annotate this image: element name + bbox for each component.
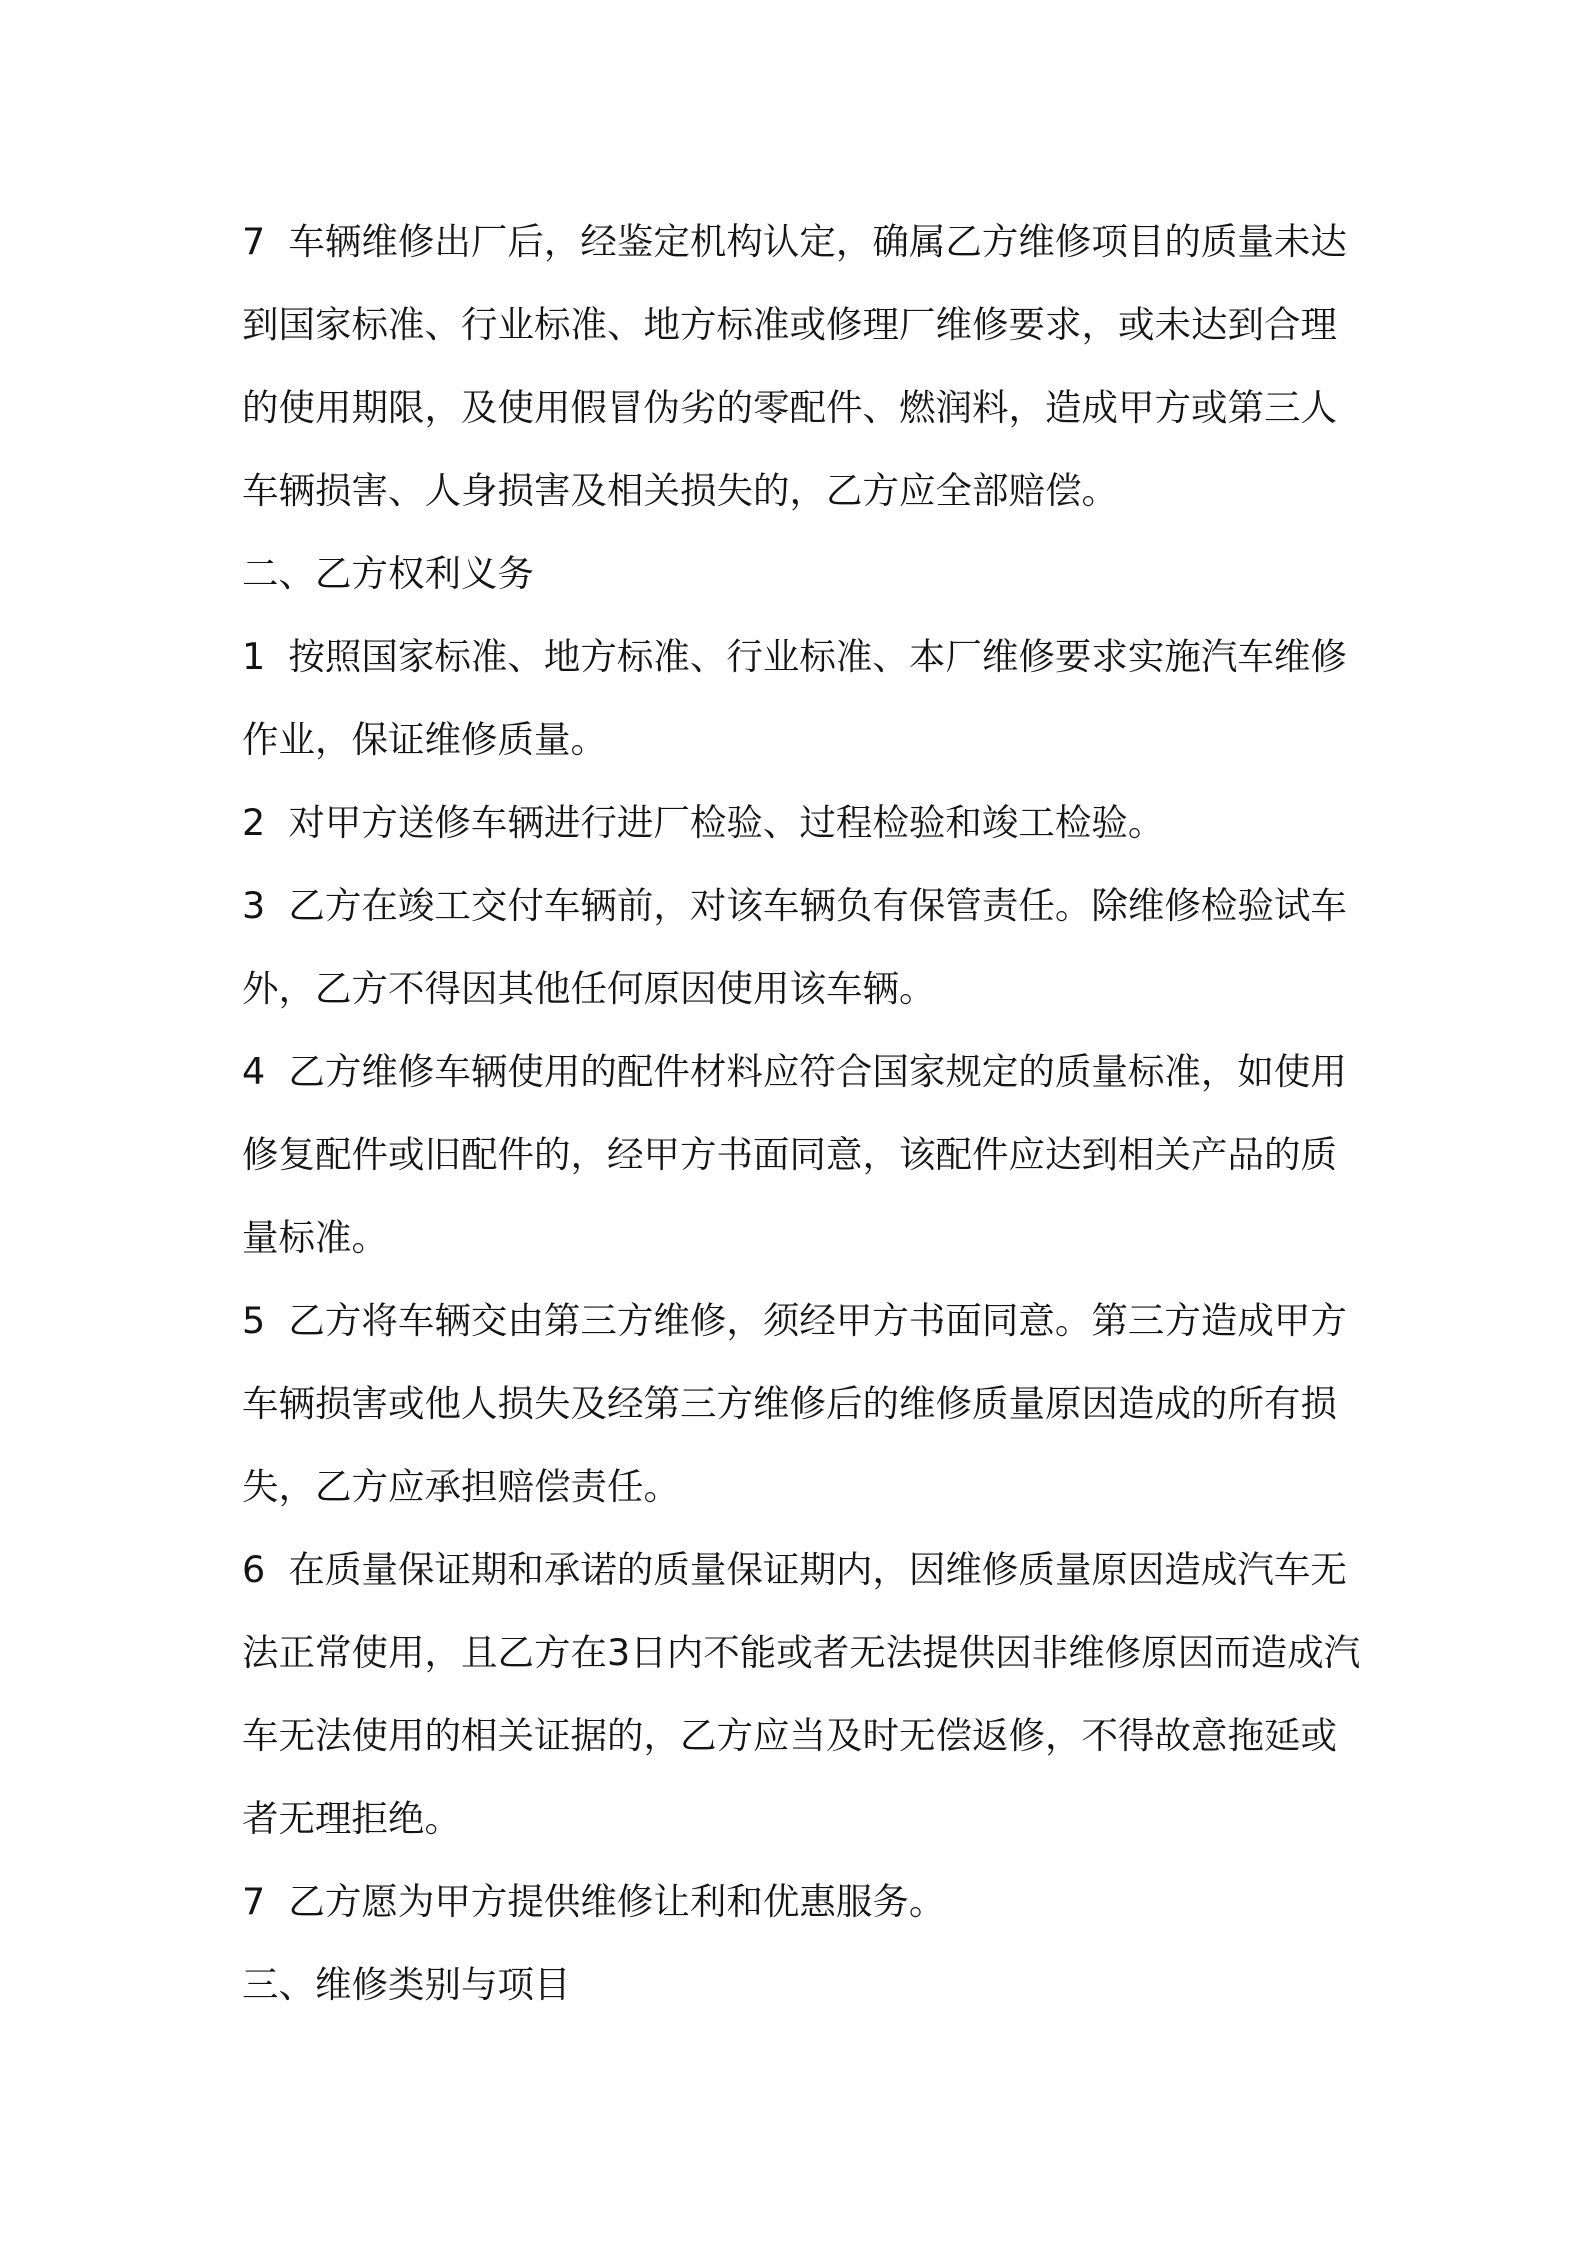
clause-4-parts-quality: 4 乙方维修车辆使用的配件材料应符合国家规定的质量标准，如使用修复配件或旧配件的，经甲方书面同意，该配件应达到相关产品的质量标准。 <box>242 1050 1347 1259</box>
clause-7-discount-service: 7 乙方愿为甲方提供维修让利和优惠服务。 <box>242 1880 946 1923</box>
clause-5-third-party: 5 乙方将车辆交由第三方维修，须经甲方书面同意。第三方造成甲方车辆损害或他人损失及经第三方维修后的维修质量原因造成的所有损失，乙方应承担赔偿责任。 <box>242 1299 1347 1508</box>
clause-6-warranty-repair: 6 在质量保证期和承诺的质量保证期内，因维修质量原因造成汽车无法正常使用，且乙方在3日内不能或者无法提供因非维修原因而造成汽车无法使用的相关证据的，乙方应当及时无偿返修，不得故意拖延或者无理拒绝。 <box>242 1548 1361 1840</box>
section-heading-repair-categories: 三、维修类别与项目 <box>242 1963 571 2006</box>
clause-2-inspection: 2 对甲方送修车辆进行进厂检验、过程检验和竣工检验。 <box>242 801 1165 844</box>
clause-3-custody: 3 乙方在竣工交付车辆前，对该车辆负有保管责任。除维修检验试车外，乙方不得因其他任何原因使用该车辆。 <box>242 884 1347 1010</box>
document-body <box>242 200 1362 2026</box>
section-heading-party-b-rights: 二、乙方权利义务 <box>242 552 534 595</box>
clause-1-standards: 1 按照国家标准、地方标准、行业标准、本厂维修要求实施汽车维修作业，保证维修质量。 <box>242 635 1347 761</box>
clause-7-quality-liability: 7 车辆维修出厂后，经鉴定机构认定，确属乙方维修项目的质量未达到国家标准、行业标准、地方标准或修理厂维修要求，或未达到合理的使用期限，及使用假冒伪劣的零配件、燃润料，造成甲方或第三人车辆损害、人身损害及相关损失的，乙方应全部赔偿。 <box>242 220 1347 512</box>
